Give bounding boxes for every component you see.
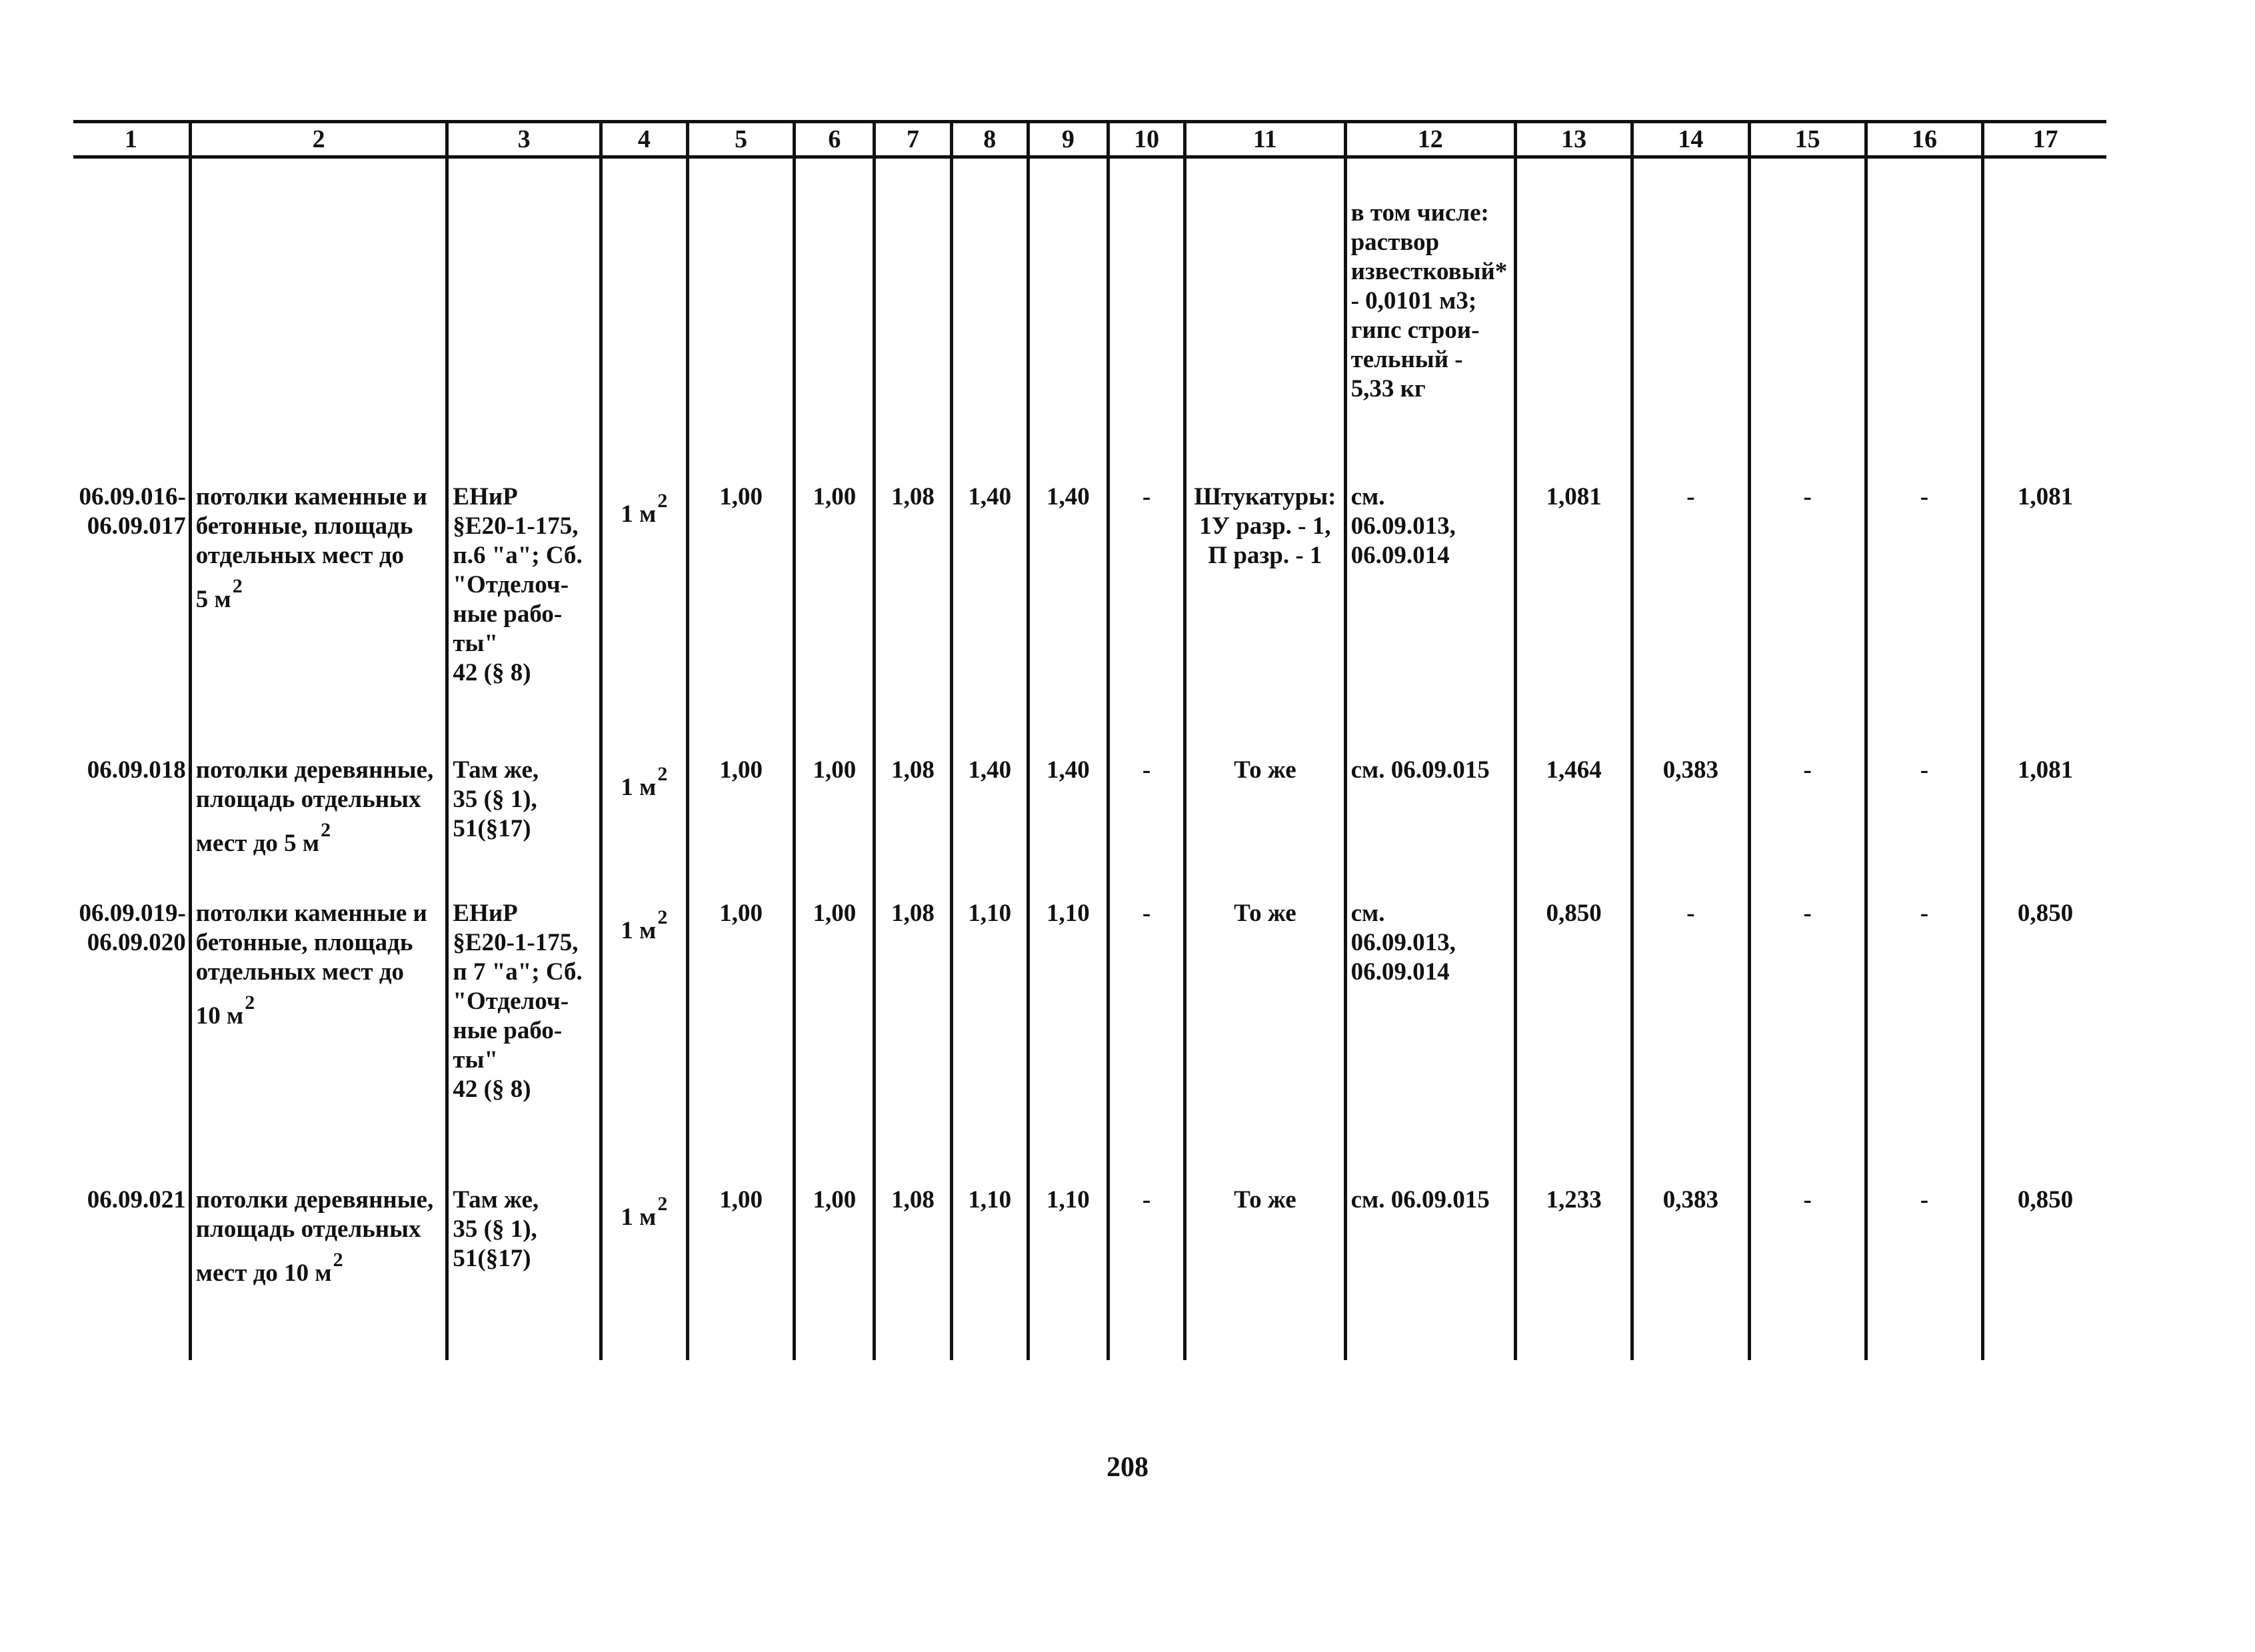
col-header-15: 15 bbox=[1749, 122, 1866, 157]
row-col5: 1,00 bbox=[687, 750, 794, 894]
row-col9: 1,10 bbox=[1028, 894, 1108, 1180]
row-name: потолки каменные и бетонные, площадь отдельных мест до 5 $м^2$ bbox=[190, 477, 447, 750]
row-col6: 1,00 bbox=[795, 750, 875, 894]
row-col14: - bbox=[1632, 894, 1749, 1180]
col-header-10: 10 bbox=[1108, 122, 1184, 157]
row-col10: - bbox=[1108, 477, 1184, 750]
row-col17: 1,081 bbox=[1983, 477, 2106, 750]
col-header-13: 13 bbox=[1515, 122, 1632, 157]
col-header-1: 1 bbox=[73, 122, 190, 157]
row-col8: 1,10 bbox=[951, 1180, 1028, 1360]
row-col7: 1,08 bbox=[875, 894, 951, 1180]
row-col7: 1,08 bbox=[875, 1180, 951, 1360]
row-col15: - bbox=[1749, 1180, 1866, 1360]
row-col7: 1,08 bbox=[875, 750, 951, 894]
row-col15: - bbox=[1749, 750, 1866, 894]
row-source: Там же, 35 (§ 1), 51(§17) bbox=[447, 1180, 601, 1360]
row-name: потолки деревянные, площадь отдельных мест до 10 $м^2$ bbox=[190, 1180, 447, 1360]
row-materials: см. 06.09.013, 06.09.014 bbox=[1345, 477, 1515, 750]
row-materials: см. 06.09.013, 06.09.014 bbox=[1345, 894, 1515, 1180]
row-workers: То же bbox=[1185, 1180, 1345, 1360]
row-col14: 0,383 bbox=[1632, 750, 1749, 894]
row-col6: 1,00 bbox=[795, 1180, 875, 1360]
row-materials: см. 06.09.015 bbox=[1345, 750, 1515, 894]
table-row bbox=[73, 894, 2106, 1180]
row-name: потолки деревянные, площадь отдельных мест до 5 $м^2$ bbox=[190, 750, 447, 894]
row-code: 06.09.019- 06.09.020 bbox=[79, 899, 186, 956]
col-header-7: 7 bbox=[875, 122, 951, 157]
row-unit: 1 $м^2$ bbox=[601, 750, 687, 894]
row-col16: - bbox=[1866, 894, 1982, 1180]
row-col7: 1,08 bbox=[875, 477, 951, 750]
row-col6: 1,00 bbox=[795, 477, 875, 750]
col-header-11: 11 bbox=[1185, 122, 1345, 157]
row-source: ЕНиР §Е20-1-175, п 7 "а"; Сб. "Отделоч- ные рабо- ты" 42 (§ 8) bbox=[447, 894, 601, 1180]
row-col15: - bbox=[1749, 477, 1866, 750]
row-col10: - bbox=[1108, 1180, 1184, 1360]
col-header-9: 9 bbox=[1028, 122, 1108, 157]
row-source: ЕНиР §Е20-1-175, п.6 "а"; Сб. "Отделоч- ные рабо- ты" 42 (§ 8) bbox=[447, 477, 601, 750]
row-col10: - bbox=[1108, 894, 1184, 1180]
row-col14: - bbox=[1632, 477, 1749, 750]
row-col6: 1,00 bbox=[795, 894, 875, 1180]
materials-note: в том числе: раствор известковый* - 0,0101 м3; гипс строи- тельный - 5,33 кг bbox=[1345, 157, 1515, 477]
row-col8: 1,10 bbox=[951, 894, 1028, 1180]
row-workers: То же bbox=[1185, 750, 1345, 894]
row-col8: 1,40 bbox=[951, 477, 1028, 750]
col-header-3: 3 bbox=[447, 122, 601, 157]
continuation-row bbox=[73, 157, 2106, 477]
row-materials: см. 06.09.015 bbox=[1345, 1180, 1515, 1360]
row-col13: 1,233 bbox=[1515, 1180, 1632, 1360]
row-col13: 0,850 bbox=[1515, 894, 1632, 1180]
table-row bbox=[73, 477, 2106, 750]
row-col14: 0,383 bbox=[1632, 1180, 1749, 1360]
row-col15: - bbox=[1749, 894, 1866, 1180]
row-unit: 1 $м^2$ bbox=[601, 477, 687, 750]
row-name: потолки каменные и бетонные, площадь отдельных мест до 10 $м^2$ bbox=[190, 894, 447, 1180]
row-col13: 1,464 bbox=[1515, 750, 1632, 894]
row-col17: 1,081 bbox=[1983, 750, 2106, 894]
row-col16: - bbox=[1866, 750, 1982, 894]
row-col17: 0,850 bbox=[1983, 1180, 2106, 1360]
row-col5: 1,00 bbox=[687, 477, 794, 750]
row-workers: Штукатуры: 1У разр. - 1, П разр. - 1 bbox=[1185, 477, 1345, 750]
row-col9: 1,40 bbox=[1028, 477, 1108, 750]
col-header-14: 14 bbox=[1632, 122, 1749, 157]
table-row bbox=[73, 1180, 2106, 1360]
col-header-16: 16 bbox=[1866, 122, 1982, 157]
row-code: 06.09.018 bbox=[87, 756, 186, 784]
row-col17: 0,850 bbox=[1983, 894, 2106, 1180]
norms-table-sheet bbox=[73, 120, 2106, 1360]
row-col16: - bbox=[1866, 477, 1982, 750]
row-col13: 1,081 bbox=[1515, 477, 1632, 750]
page-number: 208 bbox=[1107, 1452, 1148, 1483]
norms-table bbox=[73, 120, 2106, 1360]
row-code: 06.09.016- 06.09.017 bbox=[79, 482, 186, 540]
col-header-17: 17 bbox=[1983, 122, 2106, 157]
col-header-8: 8 bbox=[951, 122, 1028, 157]
row-col16: - bbox=[1866, 1180, 1982, 1360]
column-number-header bbox=[73, 122, 2106, 157]
row-unit: 1 $м^2$ bbox=[601, 894, 687, 1180]
table-row bbox=[73, 750, 2106, 894]
col-header-6: 6 bbox=[795, 122, 875, 157]
row-col9: 1,40 bbox=[1028, 750, 1108, 894]
col-header-4: 4 bbox=[601, 122, 687, 157]
row-code: 06.09.021 bbox=[87, 1186, 186, 1214]
row-unit: 1 $м^2$ bbox=[601, 1180, 687, 1360]
row-source: Там же, 35 (§ 1), 51(§17) bbox=[447, 750, 601, 894]
row-col9: 1,10 bbox=[1028, 1180, 1108, 1360]
col-header-2: 2 bbox=[190, 122, 447, 157]
col-header-5: 5 bbox=[687, 122, 794, 157]
row-col5: 1,00 bbox=[687, 894, 794, 1180]
row-col5: 1,00 bbox=[687, 1180, 794, 1360]
col-header-12: 12 bbox=[1345, 122, 1515, 157]
row-col8: 1,40 bbox=[951, 750, 1028, 894]
row-col10: - bbox=[1108, 750, 1184, 894]
row-workers: То же bbox=[1185, 894, 1345, 1180]
